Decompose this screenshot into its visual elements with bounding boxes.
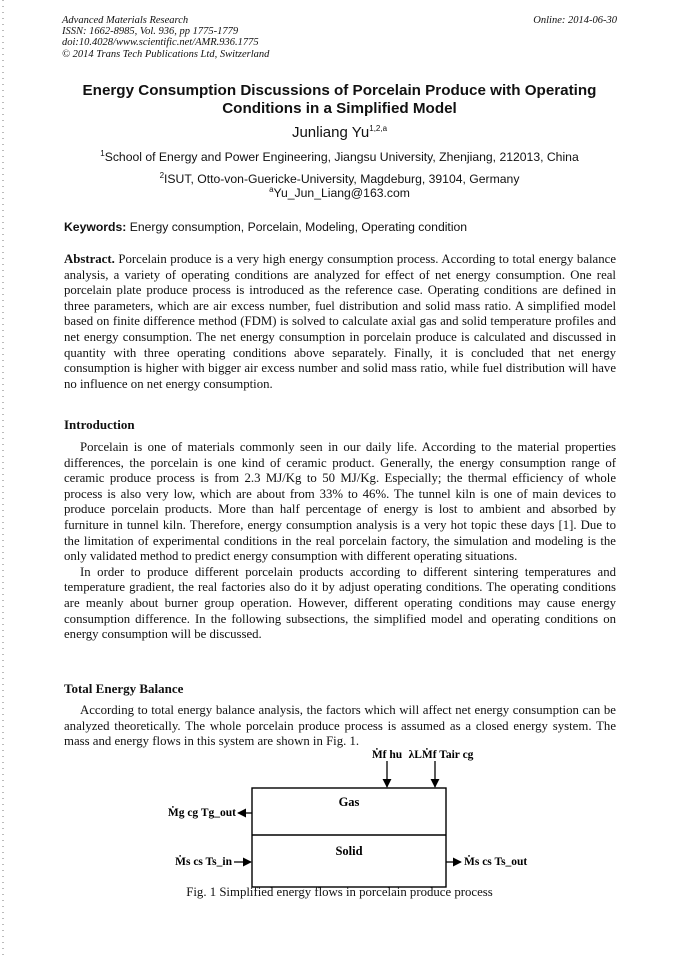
solid-in-label: Ṁs cs Ts_in — [175, 856, 232, 868]
author-email — [62, 186, 617, 200]
gas-label: Gas — [338, 795, 360, 809]
keywords-label: Keywords: — [64, 220, 127, 234]
affiliation-1-text: School of Energy and Power Engineering, Jiangsu University, Zhenjiang, 212013, China — [104, 150, 579, 164]
total-energy-body — [64, 703, 616, 750]
abstract — [64, 252, 616, 392]
email-text: Yu_Jun_Liang@163.com — [273, 186, 410, 200]
author-name: Junliang Yu — [291, 124, 370, 141]
paper-title: Energy Consumption Discussions of Porcelain Produce with Operating Conditions in a Simplified Model — [82, 82, 597, 117]
affiliation-2 — [62, 172, 617, 186]
introduction-heading: Introduction — [64, 417, 135, 432]
affiliation-2-text: ISUT, Otto-von-Guericke-University, Magdeburg, 39104, Germany — [164, 172, 520, 186]
keywords — [64, 220, 619, 234]
introduction-paragraph-2: In order to produce different porcelain products according to different sintering temperatures and temperature gradient, the real factories also do it by adjust operating conditions. The operating conditions are meanly about burner group operation. However, different operating conditions may cause energy consumption difference. In the following subsections, the simplified model and operating conditions on energy consumption will be discussed. — [64, 564, 616, 642]
author-sup: 1,2,a — [369, 124, 388, 133]
copyright: © 2014 Trans Tech Publications Ltd, Switzerland — [62, 48, 270, 60]
online-date: Online: 2014-06-30 — [533, 15, 617, 26]
total-energy-paragraph-1: According to total energy balance analysis, the factors which will affect net energy consumption can be analyzed theoretically. The whole porcelain produce process is assumed as a closed energy system. The mass and energy flows in this system are shown in Fig. 1. — [64, 703, 616, 749]
abstract-label: Abstract. — [64, 252, 115, 266]
keywords-text: Energy consumption, Porcelain, Modeling, Operating condition — [129, 220, 468, 234]
issn: ISSN: 1662-8985, Vol. 936, pp 1775-1779 — [62, 26, 239, 38]
email-sup: a — [269, 184, 274, 194]
air-in-label: λLṀf Tair cg — [408, 749, 474, 761]
journal-name: Advanced Materials Research — [62, 15, 189, 26]
energy-flow-figure — [150, 746, 550, 896]
doi: doi:10.4028/www.scientific.net/AMR.936.1775 — [62, 37, 259, 49]
page-edge-dots — [2, 0, 4, 959]
gas-out-label: Ṁg cg Tg_out — [167, 807, 236, 819]
affiliation-2-sup: 2 — [159, 170, 165, 180]
solid-out-label: Ṁs cs Ts_out — [464, 856, 528, 868]
introduction-paragraph-1: Porcelain is one of materials commonly seen in our daily life. According to the material properties differences, the porcelain is one kind of ceramic product. Generally, the energy consumption range of ceramic produce process is from 2.3 MJ/Kg to 50 MJ/Kg. Especially; the thermal efficiency of whole process is also very low, which are about from 33% to 46%. The tunnel kiln is one of main devices to produce porcelain products. More than half percentage of energy is lost to ambient and absorbed by furniture in tunnel kiln. Therefore, energy consumption analysis is a very hot topic these days [1]. Due to the limitation of experimental conditions in the real porcelain factory, the simulation and modeling is the only validated method to predict energy consumption with different operating situations. — [64, 440, 616, 564]
author — [62, 124, 617, 141]
fuel-in-label: Ṁf hu — [371, 749, 403, 761]
journal-header — [62, 15, 617, 60]
affiliation-1 — [62, 150, 617, 164]
abstract-text: Porcelain produce is a very high energy consumption process. According to total energy balance analysis, a variety of operating conditions are analyzed for effect of net energy consumption. One real porcelain plate produce process is introduced as the reference case. Operating conditions are defined in three parameters, which are air excess number, fuel distribution and solid mass ratio. A simplified model based on finite difference method (FDM) is solved to calculate axial gas and solid temperature profiles and net energy consumption. The net energy consumption in porcelain produce is calculated and discussed in quantity with three operating conditions above separately. Finally, it is concluded that net energy consumption is higher with bigger air excess number and solid mass ratio, while fuel distribution will have no influence on net energy consumption. — [64, 252, 616, 391]
affiliation-1-sup: 1 — [100, 148, 105, 158]
figure-caption: Fig. 1 Simplified energy flows in porcelain produce process — [186, 885, 493, 899]
introduction-body — [64, 440, 616, 643]
total-energy-heading: Total Energy Balance — [64, 681, 184, 696]
solid-label: Solid — [335, 844, 363, 858]
